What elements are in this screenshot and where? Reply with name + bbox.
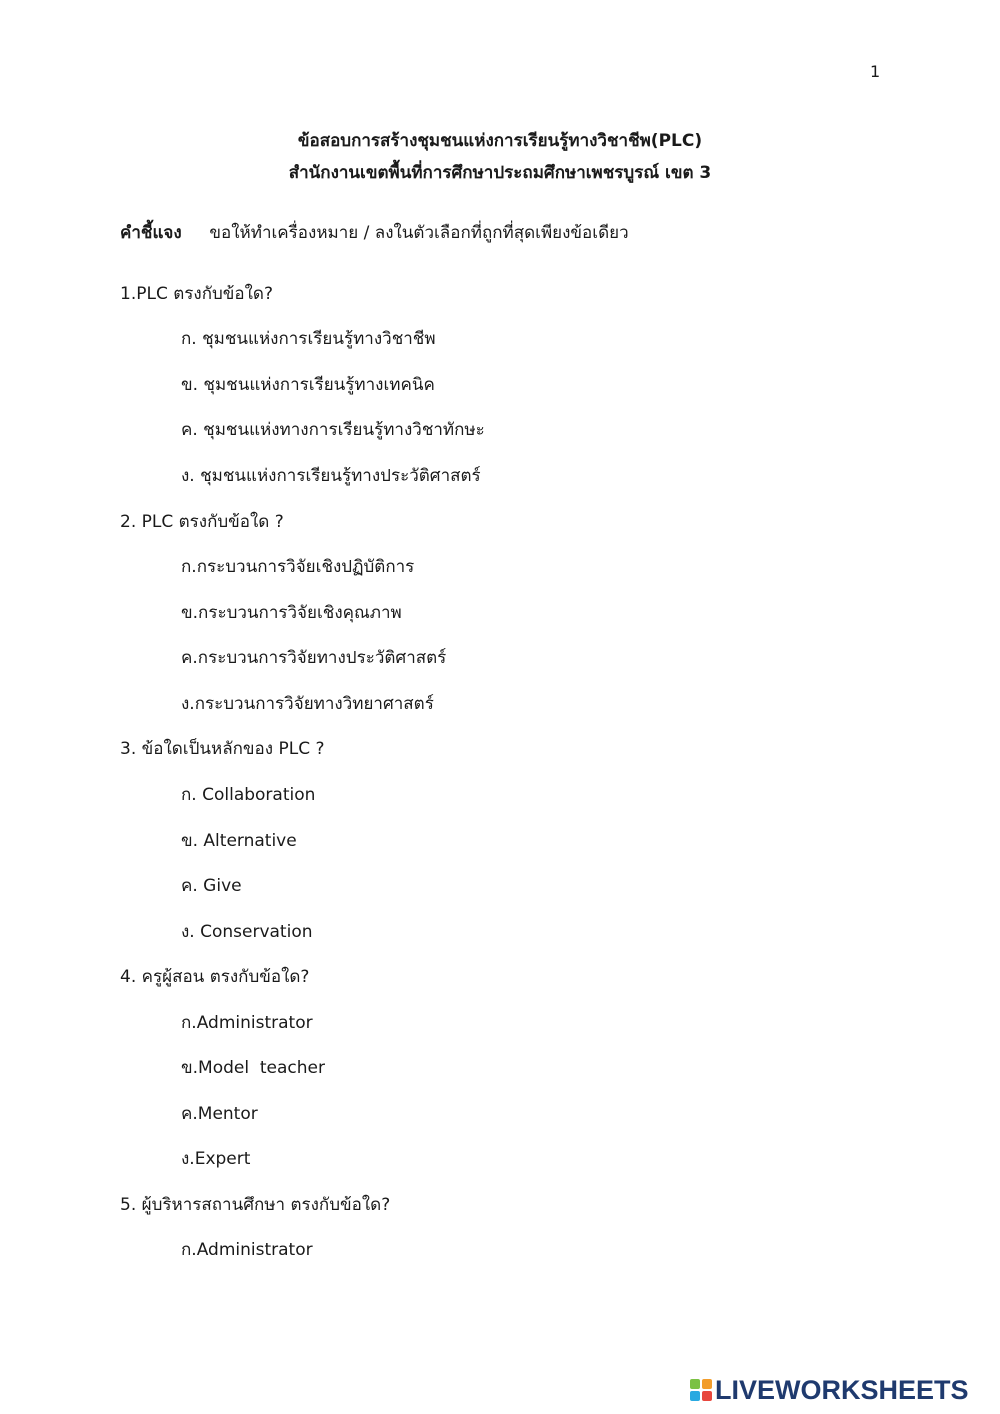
question-3-option-d[interactable]: ง. Conservation — [181, 922, 313, 942]
question-2-option-a[interactable]: ก.กระบวนการวิจัยเชิงปฏิบัติการ — [181, 557, 415, 577]
question-5-option-a[interactable]: ก.Administrator — [181, 1240, 313, 1260]
question-1-option-c[interactable]: ค. ชุมชนแห่งทางการเรียนรู้ทางวิชาทักษะ — [181, 420, 485, 440]
instruction-text: ขอให้ทำเครื่องหมาย / ลงในตัวเลือกที่ถูกที่สุดเพียงข้อเดียว — [209, 223, 629, 243]
page-number: 1 — [870, 62, 881, 81]
worksheet-title: ข้อสอบการสร้างชุมชนแห่งการเรียนรู้ทางวิชาชีพ(PLC) — [297, 131, 703, 151]
question-3-option-b[interactable]: ข. Alternative — [181, 831, 297, 851]
question-5: 5. ผู้บริหารสถานศึกษา ตรงกับข้อใด? — [120, 1195, 391, 1215]
worksheet-subtitle: สำนักงานเขตพื้นที่การศึกษาประถมศึกษาเพชรบูรณ์ เขต 3 — [288, 163, 712, 183]
question-1-option-a[interactable]: ก. ชุมชนแห่งการเรียนรู้ทางวิชาชีพ — [181, 329, 436, 349]
question-2-option-c[interactable]: ค.กระบวนการวิจัยทางประวัติศาสตร์ — [181, 648, 447, 668]
question-3: 3. ข้อใดเป็นหลักของ PLC ? — [120, 739, 325, 759]
question-3-option-c[interactable]: ค. Give — [181, 876, 242, 896]
question-2: 2. PLC ตรงกับข้อใด ? — [120, 512, 284, 532]
question-1: 1.PLC ตรงกับข้อใด? — [120, 284, 273, 304]
question-4: 4. ครูผู้สอน ตรงกับข้อใด? — [120, 967, 310, 987]
question-1-option-d[interactable]: ง. ชุมชนแห่งการเรียนรู้ทางประวัติศาสตร์ — [181, 466, 481, 486]
instruction-label: คำชี้แจง — [120, 223, 182, 243]
question-4-option-c[interactable]: ค.Mentor — [181, 1104, 258, 1124]
question-4-option-a[interactable]: ก.Administrator — [181, 1013, 313, 1033]
question-1-option-b[interactable]: ข. ชุมชนแห่งการเรียนรู้ทางเทคนิค — [181, 375, 435, 395]
question-2-option-d[interactable]: ง.กระบวนการวิจัยทางวิทยาศาสตร์ — [181, 694, 434, 714]
instruction — [120, 219, 629, 246]
question-2-option-b[interactable]: ข.กระบวนการวิจัยเชิงคุณภาพ — [181, 603, 402, 623]
question-4-option-d[interactable]: ง.Expert — [181, 1149, 251, 1169]
question-4-option-b[interactable]: ข.Model teacher — [181, 1058, 325, 1078]
question-3-option-a[interactable]: ก. Collaboration — [181, 785, 316, 805]
brand-name: LIVEWORKSHEETS — [715, 1374, 969, 1405]
brand-blocks-icon — [690, 1379, 712, 1401]
brand-logo — [690, 1374, 990, 1406]
